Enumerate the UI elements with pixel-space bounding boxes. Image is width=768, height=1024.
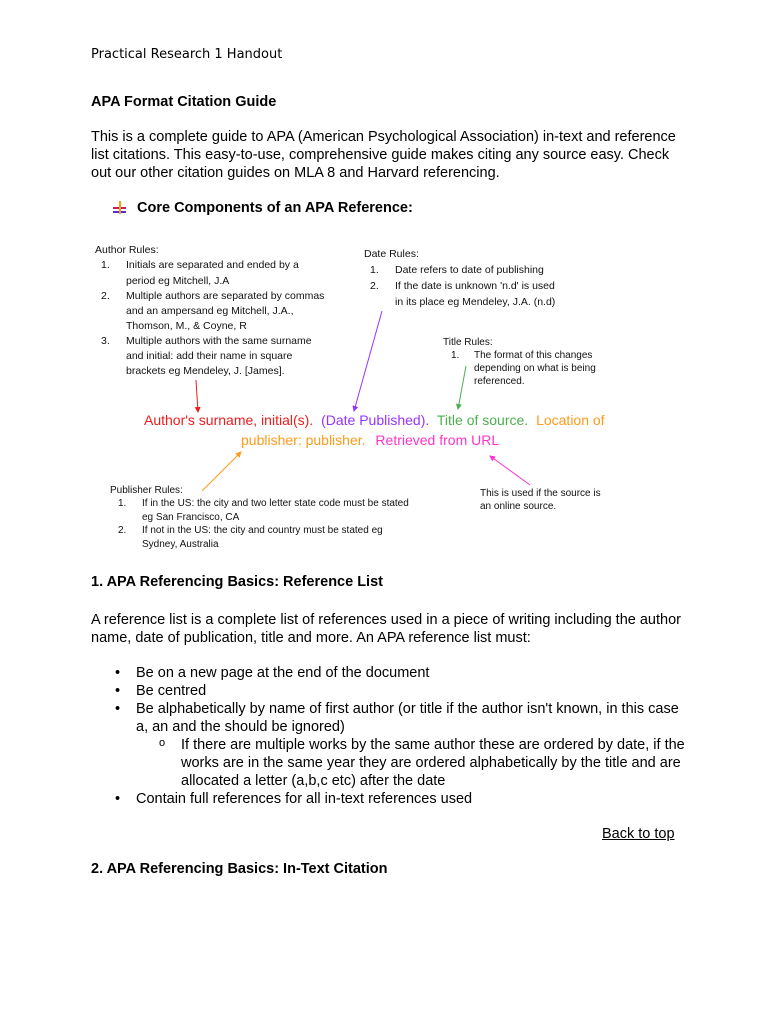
- section-2-heading: 2. APA Referencing Basics: In-Text Citation: [91, 861, 388, 877]
- title-rule-1-line-1: The format of this changes: [474, 350, 593, 361]
- list-item: • Be on a new page at the end of the document: [91, 664, 691, 682]
- date-rule-1-line-1: Date refers to date of publishing: [395, 264, 544, 276]
- url-arrow: [490, 456, 530, 485]
- list-item: • Be centred: [91, 682, 691, 700]
- core-components-label: Core Components of an APA Reference:: [137, 200, 413, 216]
- title-arrow: [458, 366, 466, 409]
- page-title: APA Format Citation Guide: [91, 94, 277, 110]
- publisher-rule-num-2: 2.: [118, 525, 127, 536]
- author-rule-3-line-3: brackets eg Mendeley, J. [James].: [126, 365, 285, 377]
- title-rule-1-line-3: referenced.: [474, 376, 525, 387]
- author-rule-3-line-1: Multiple authors with the same surname: [126, 335, 312, 347]
- author-rule-num-3: 3.: [101, 335, 110, 347]
- pushpin-icon: [113, 201, 127, 215]
- author-rule-3-line-2: and initial: add their name in square: [126, 350, 293, 362]
- citation-date: (Date Published).: [321, 412, 430, 428]
- title-rule-1-line-2: depending on what is being: [474, 363, 596, 374]
- list-item: • Contain full references for all in-text references used: [91, 790, 691, 808]
- date-arrow: [354, 311, 382, 411]
- intro-paragraph: This is a complete guide to APA (American Psychological Association) in-text and reference list citations. This easy-to-use, comprehensive guide makes citing any source easy. Check out our other citation guides on MLA 8 and Harvard referencing.: [91, 129, 676, 181]
- citation-publisher: publisher: publisher.: [241, 432, 366, 448]
- core-components-heading: [113, 200, 413, 216]
- citation-title: Title of source.: [436, 412, 529, 428]
- author-rule-num-2: 2.: [101, 290, 110, 302]
- author-rule-1-line-1: Initials are separated and ended by a: [126, 259, 299, 271]
- author-rules-title: Author Rules:: [95, 244, 159, 256]
- online-note-line-2: an online source.: [480, 501, 557, 512]
- title-rules-title: Title Rules:: [443, 337, 493, 348]
- publisher-rule-2-line-1: If not in the US: the city and country must be stated eg: [142, 525, 383, 536]
- section-1-paragraph: A reference list is a complete list of references used in a piece of writing including the author name, date of publication, title and more. An APA reference list must:: [91, 612, 681, 646]
- author-rule-1-line-2: period eg Mitchell, J.A: [126, 275, 230, 287]
- publisher-rule-1-line-2: eg San Francisco, CA: [142, 512, 240, 523]
- date-rule-2-line-2: in its place eg Mendeley, J.A. (n.d): [395, 296, 556, 308]
- author-rule-2-line-1: Multiple authors are separated by commas: [126, 290, 325, 302]
- citation-line-1: [144, 412, 605, 428]
- reference-list-requirements: [91, 664, 691, 808]
- title-rule-num-1: 1.: [451, 350, 460, 361]
- date-rule-2-line-1: If the date is unknown 'n.d' is used: [395, 280, 555, 292]
- date-rule-num-2: 2.: [370, 280, 379, 292]
- back-to-top-link[interactable]: Back to top: [602, 826, 675, 842]
- online-note-line-1: This is used if the source is: [480, 488, 601, 499]
- publisher-rule-num-1: 1.: [118, 498, 127, 509]
- publisher-arrow: [202, 452, 241, 491]
- page-header: Practical Research 1 Handout: [91, 47, 283, 62]
- author-rule-2-line-2: and an ampersand eg Mitchell, J.A.,: [126, 305, 294, 317]
- sub-list-item: o If there are multiple works by the same author these are ordered by date, if the works are in the same year they are ordered alphabetically by the title and are allocated a letter (a,b,c etc) after the date: [91, 736, 691, 790]
- author-rule-num-1: 1.: [101, 259, 110, 271]
- date-rule-num-1: 1.: [370, 264, 379, 276]
- date-rules-title: Date Rules:: [364, 248, 419, 260]
- citation-url: Retrieved from URL: [375, 432, 500, 448]
- citation-location: Location of: [536, 412, 605, 428]
- publisher-rule-2-line-2: Sydney, Australia: [142, 539, 219, 550]
- author-arrow: [196, 380, 198, 412]
- publisher-rule-1-line-1: If in the US: the city and two letter state code must be stated: [142, 498, 409, 509]
- citation-author: Author's surname, initial(s).: [144, 412, 314, 428]
- author-rule-2-line-3: Thomson, M., & Coyne, R: [126, 320, 247, 332]
- citation-line-2: [241, 432, 499, 448]
- publisher-rules-title: Publisher Rules:: [110, 485, 183, 496]
- section-1-heading: 1. APA Referencing Basics: Reference List: [91, 574, 383, 590]
- list-item: • Be alphabetically by name of first author (or title if the author isn't known, in this case a, an and the should be ignored): [91, 700, 691, 736]
